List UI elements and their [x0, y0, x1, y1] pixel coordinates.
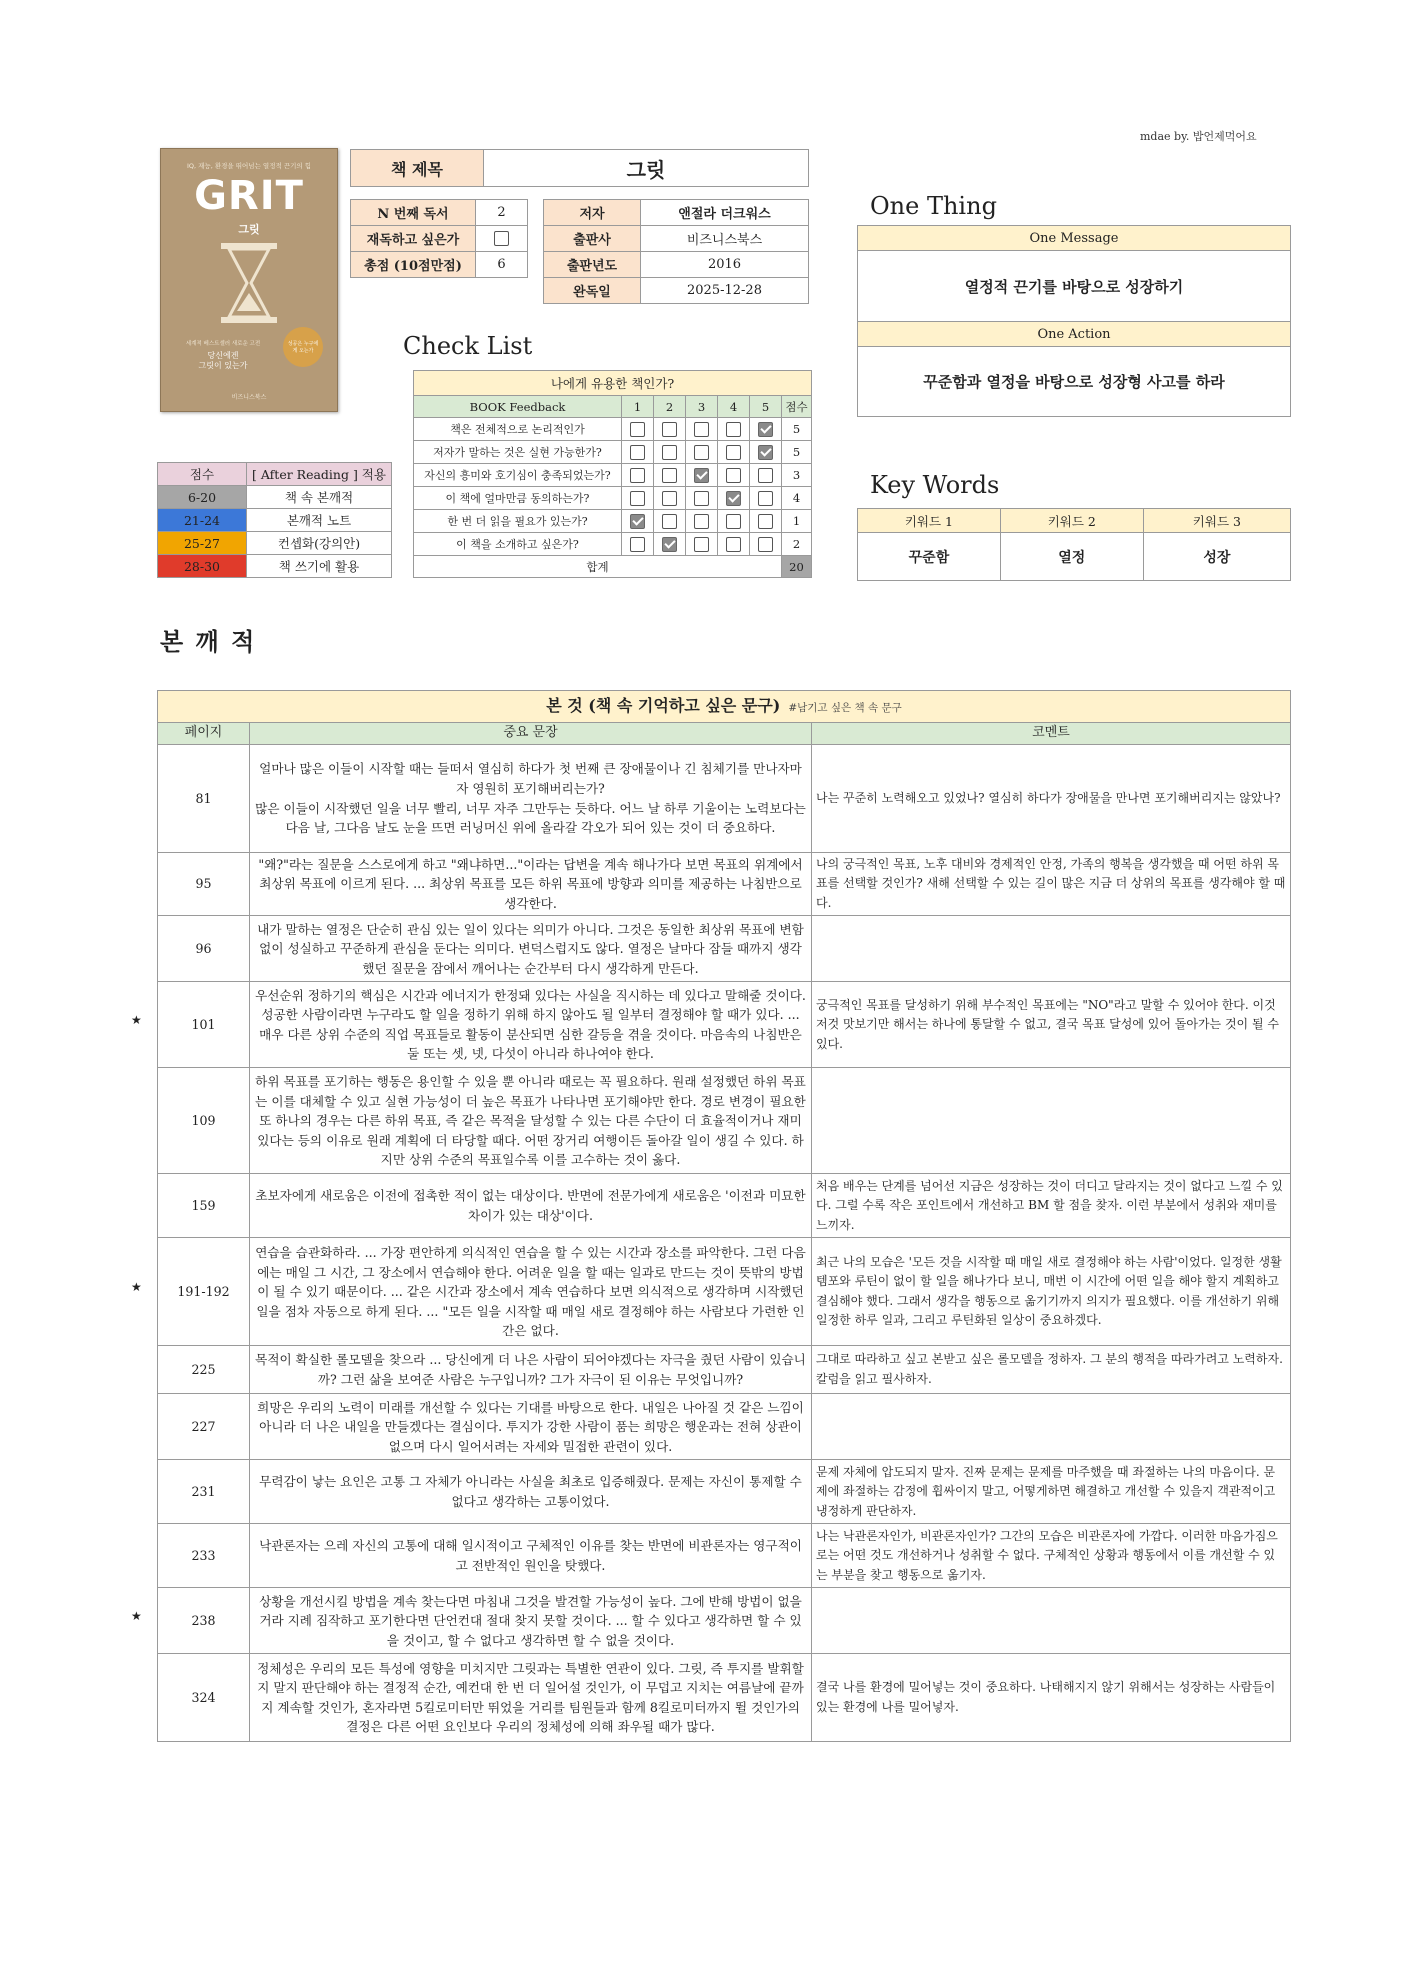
score-checkbox-5[interactable]	[758, 468, 773, 483]
score-checkbox-2[interactable]	[662, 445, 677, 460]
score-checkbox-4[interactable]	[726, 422, 741, 437]
checklist-cell	[718, 418, 750, 441]
score-checkbox-4[interactable]	[726, 468, 741, 483]
row-sentence: 얼마나 많은 이들이 시작할 때는 들떠서 열심히 하다가 첫 번째 큰 장애물이나 긴 침체기를 만나자마자 영원히 포기해버리는가? 많은 이들이 시작했던 일을 너무 빨리, 너무 자주 그만두는 듯하다. 어느 날 하루 기울이는 노력보다는 다음 날, 그다음 날도 눈을 뜨면 러닝머신 위에 올라갈 각오가 되어 있는 것이 더 중요하다.	[250, 745, 812, 853]
score-checkbox-4[interactable]	[726, 514, 741, 529]
row-comment: 결국 나를 환경에 밀어넣는 것이 중요하다. 나태해지지 않기 위해서는 성장하는 사람들이 있는 환경에 나를 밀어넣자.	[812, 1654, 1291, 1742]
row-sentence: 우선순위 정하기의 핵심은 시간과 에너지가 한정돼 있다는 사실을 직시하는 데 있다고 말해줄 것이다. 성공한 사람이라면 누구라도 할 일을 정하기 위해 하지 않아도 될 일부터 결정해야 할 때가 있다. ... 매우 다른 상위 수준의 직업 목표들로 활동이 분산되면 심한 갈등을 겪을 것이다. 마음속의 나침반은 둘 또는 셋, 넷, 다섯이 아니라 하나여야 한다.	[250, 982, 812, 1068]
table-row	[158, 1588, 1291, 1654]
row-page: 227	[158, 1394, 250, 1460]
author-value: 앤절라 더크워스	[641, 200, 809, 226]
row-sentence: 목적이 확실한 롤모델을 찾으라 ... 당신에게 더 나은 사람이 되어야겠다는 자극을 줬던 사람이 있습니까? 그런 삶을 보여준 사람은 누구입니까? 그가 자극이 된 이유는 무엇입니까?	[250, 1346, 812, 1394]
legend-label-4: 책 쓰기에 활용	[247, 555, 392, 578]
table-row	[158, 916, 1291, 982]
scale-header-3: 3	[686, 396, 718, 418]
table-row	[158, 1068, 1291, 1174]
row-page: 159	[158, 1174, 250, 1238]
cover-badge	[283, 327, 323, 367]
row-page: 95	[158, 853, 250, 916]
cover-tagline: IQ, 재능, 환경을 뛰어넘는 열정적 끈기의 힘	[186, 162, 312, 170]
table-row	[158, 745, 1291, 853]
score-checkbox-2[interactable]	[662, 537, 677, 552]
row-sentence: 연습을 습관화하라. ... 가장 편안하게 의식적인 연습을 할 수 있는 시간과 장소를 파악한다. 그런 다음에는 매일 그 시간, 그 장소에서 연습해야 한다. 어려운 일을 할 때는 일과로 만드는 것이 뜻밖의 방법이 될 수 있기 때문이다. ... 같은 시간과 장소에서 계속 연습하다 보면 의식적으로 생각하며 시작했던 일을 점차 자동으로 하게 된다. ... "모든 일을 시작할 때 매일 새로 결정해야 하는 사람보다 가련한 인간은 없다.	[250, 1238, 812, 1346]
row-page: 238	[158, 1588, 250, 1654]
checklist-row	[414, 533, 812, 556]
star-icon: ★	[131, 1280, 142, 1294]
legend-range-2: 21-24	[158, 509, 247, 532]
reread-label: 재독하고 싶은가	[351, 226, 476, 252]
checklist-row-score: 3	[782, 464, 812, 487]
notes-title: 본 것 (책 속 기억하고 싶은 문구)	[546, 696, 781, 716]
checklist-score-header: 점수	[782, 396, 812, 418]
legend-header-score: 점수	[158, 463, 247, 486]
legend-range-1: 6-20	[158, 486, 247, 509]
credit-text: mdae by. 밥언제먹어요	[1140, 130, 1257, 143]
checklist-cell	[750, 441, 782, 464]
table-row	[158, 1346, 1291, 1394]
checklist-question: 저자가 말하는 것은 실현 가능한가?	[414, 441, 622, 464]
scale-header-4: 4	[718, 396, 750, 418]
legend-range-3: 25-27	[158, 532, 247, 555]
row-page: 324	[158, 1654, 250, 1742]
section-title: 본 깨 적	[160, 627, 257, 656]
checklist-cell	[622, 510, 654, 533]
score-checkbox-1[interactable]	[630, 514, 645, 529]
score-checkbox-1[interactable]	[630, 422, 645, 437]
col-comment-header: 코멘트	[812, 723, 1291, 745]
book-info-right	[543, 199, 809, 304]
row-page: 101	[158, 982, 250, 1068]
checklist-row-score: 2	[782, 533, 812, 556]
reread-cell	[476, 226, 528, 252]
score-checkbox-1[interactable]	[630, 491, 645, 506]
score-checkbox-3[interactable]	[694, 537, 709, 552]
score-checkbox-3[interactable]	[694, 468, 709, 483]
score-checkbox-1[interactable]	[630, 537, 645, 552]
table-row	[158, 1654, 1291, 1742]
nth-read-label: N 번째 독서	[351, 200, 476, 226]
score-checkbox-5[interactable]	[758, 514, 773, 529]
one-message-label: One Message	[858, 226, 1291, 251]
checklist-feedback-header: BOOK Feedback	[414, 396, 622, 418]
score-checkbox-2[interactable]	[662, 422, 677, 437]
check-list-heading: Check List	[403, 332, 533, 360]
legend-label-1: 책 속 본깨적	[247, 486, 392, 509]
score-checkbox-3[interactable]	[694, 491, 709, 506]
row-page: 191-192	[158, 1238, 250, 1346]
book-title-table	[350, 149, 809, 187]
book-cover-image	[160, 148, 338, 412]
row-comment	[812, 1068, 1291, 1174]
checklist-question: 이 책에 얼마만큼 동의하는가?	[414, 487, 622, 510]
row-sentence: 내가 말하는 열정은 단순히 관심 있는 일이 있다는 의미가 아니다. 그것은 동일한 최상위 목표에 변함없이 성실하고 꾸준하게 관심을 둔다는 의미다. 변덕스럽지도 않다. 열정은 날마다 잠들 때까지 생각했던 질문을 잠에서 깨어나는 순간부터 다시 생각하게 만든다.	[250, 916, 812, 982]
score-checkbox-1[interactable]	[630, 468, 645, 483]
checklist-total-label: 합계	[414, 556, 782, 578]
scale-header-5: 5	[750, 396, 782, 418]
checklist-cell	[622, 418, 654, 441]
score-checkbox-5[interactable]	[758, 491, 773, 506]
checklist-cell	[622, 464, 654, 487]
cover-title-en: GRIT	[194, 173, 304, 219]
row-page: 96	[158, 916, 250, 982]
year-value: 2016	[641, 252, 809, 278]
checklist-question: 한 번 더 읽을 필요가 있는가?	[414, 510, 622, 533]
checklist-row-score: 1	[782, 510, 812, 533]
row-sentence: 초보자에게 새로움은 이전에 접촉한 적이 없는 대상이다. 반면에 전문가에게 새로움은 '이전과 미묘한 차이가 있는 대상'이다.	[250, 1174, 812, 1238]
score-checkbox-5[interactable]	[758, 422, 773, 437]
checklist-total-value: 20	[782, 556, 812, 578]
col-page-header: 페이지	[158, 723, 250, 745]
col-sentence-header: 중요 문장	[250, 723, 812, 745]
one-action-value: 꾸준함과 열정을 바탕으로 성장형 사고를 하라	[858, 347, 1291, 417]
score-checkbox-4[interactable]	[726, 537, 741, 552]
table-row	[158, 1238, 1291, 1346]
row-comment: 궁극적인 목표를 달성하기 위해 부수적인 목표에는 "NO"라고 말할 수 있어야 한다. 이것저것 맛보기만 해서는 하나에 통달할 수 없고, 결국 목표 달성에 있어 돌아가는 것이 될 수 있다.	[812, 982, 1291, 1068]
checklist-question: 이 책을 소개하고 싶은가?	[414, 533, 622, 556]
publisher-label: 출판사	[544, 226, 641, 252]
cover-quote: 당신에겐 그릿이 있는가	[198, 351, 248, 371]
row-comment	[812, 1394, 1291, 1460]
checklist-row	[414, 441, 812, 464]
total-score-label: 총점 (10점만점)	[351, 252, 476, 278]
score-checkbox-3[interactable]	[694, 514, 709, 529]
checklist-cell	[686, 441, 718, 464]
checklist-cell	[686, 487, 718, 510]
checklist-question: 자신의 흥미와 호기심이 충족되었는가?	[414, 464, 622, 487]
cover-title-ko: 그릿	[238, 223, 260, 236]
keyword-label-1: 키워드 1	[858, 509, 1001, 533]
checklist-cell	[654, 418, 686, 441]
checklist-row-score: 5	[782, 441, 812, 464]
score-checkbox-4[interactable]	[726, 445, 741, 460]
row-comment	[812, 916, 1291, 982]
checklist-cell	[654, 487, 686, 510]
row-page: 81	[158, 745, 250, 853]
checklist-cell	[654, 441, 686, 464]
book-info-left	[350, 199, 528, 278]
score-checkbox-3[interactable]	[694, 445, 709, 460]
keyword-label-3: 키워드 3	[1143, 509, 1290, 533]
done-value: 2025-12-28	[641, 278, 809, 304]
checklist-cell	[654, 533, 686, 556]
star-icon: ★	[131, 1609, 142, 1623]
year-label: 출판년도	[544, 252, 641, 278]
checklist-cell	[718, 464, 750, 487]
row-sentence: 희망은 우리의 노력이 미래를 개선할 수 있다는 기대를 바탕으로 한다. 내일은 나아질 것 같은 느낌이 아니라 더 나은 내일을 만들겠다는 결심이다. 투지가 강한 사람이 품는 희망은 행운과는 전혀 상관이 없으며 다시 일어서려는 자세와 밀접한 관련이 있다.	[250, 1394, 812, 1460]
row-sentence: 정체성은 우리의 모든 특성에 영향을 미치지만 그릿과는 특별한 연관이 있다. 그릿, 즉 투지를 발휘할지 말지 판단해야 하는 결정적 순간, 예컨대 한 번 더 일어설 것인가, 이 무덥고 지치는 여름날에 끝까지 계속할 것인가, 혼자라면 5킬로미터만 뛰었을 거리를 팀원들과 함께 8킬로미터까지 뛸 것인가의 결정은 다른 어떤 요인보다 우리의 정체성에 의해 좌우될 때가 많다.	[250, 1654, 812, 1742]
row-sentence: 하위 목표를 포기하는 행동은 용인할 수 있을 뿐 아니라 때로는 꼭 필요하다. 원래 설정했던 하위 목표는 이를 대체할 수 있고 실현 가능성이 더 높은 목표가 나타나면 포기해야만 한다. 경로 변경이 필요한 또 하나의 경우는 다른 하위 목표, 즉 같은 목적을 달성할 수 있는 다른 수단이 더 효율적이거나 재미있다는 등의 이유로 원래 계획에 더 타당할 때다. 어떤 장거리 여행이든 돌아갈 일이 생길 수 있다. 하지만 상위 수준의 목표일수록 이를 고수하는 것이 옳다.	[250, 1068, 812, 1174]
notes-table	[157, 690, 1291, 1742]
scale-header-1: 1	[622, 396, 654, 418]
table-row	[158, 1394, 1291, 1460]
one-thing-table	[857, 225, 1291, 417]
legend-label-3: 컨셉화(강의안)	[247, 532, 392, 555]
row-page: 231	[158, 1460, 250, 1524]
checklist-cell	[750, 510, 782, 533]
score-checkbox-5[interactable]	[758, 537, 773, 552]
checklist-cell	[622, 441, 654, 464]
checklist-question: 책은 전체적으로 논리적인가	[414, 418, 622, 441]
row-comment: 나는 꾸준히 노력해오고 있었나? 열심히 하다가 장애물을 만나면 포기해버리지는 않았나?	[812, 745, 1291, 853]
checklist-table	[413, 370, 812, 578]
checklist-cell	[718, 441, 750, 464]
row-comment: 최근 나의 모습은 '모든 것을 시작할 때 매일 새로 결정해야 하는 사람'이었다. 일정한 생활 템포와 루틴이 없이 할 일을 해나가다 보니, 매번 이 시간에 어떤 일을 해야 할지 계획하고 결심해야 했다. 그래서 생각을 행동으로 옮기기까지 의지가 필요했다. 이를 개선하기 위해 일정한 하루 일과, 그리고 루틴화된 일상이 중요하겠다.	[812, 1238, 1291, 1346]
checklist-cell	[686, 464, 718, 487]
cover-badge-text: 성공은 누구에게 오는가	[287, 341, 319, 354]
author-label: 저자	[544, 200, 641, 226]
score-checkbox-3[interactable]	[694, 422, 709, 437]
table-row	[158, 982, 1291, 1068]
legend-range-4: 28-30	[158, 555, 247, 578]
checklist-row	[414, 418, 812, 441]
notes-title-cell	[158, 691, 1291, 723]
checklist-cell	[750, 487, 782, 510]
table-row	[158, 1460, 1291, 1524]
book-title-label: 책 제목	[351, 150, 484, 187]
one-message-value: 열정적 끈기를 바탕으로 성장하기	[858, 251, 1291, 322]
checklist-cell	[622, 533, 654, 556]
score-checkbox-4[interactable]	[726, 491, 741, 506]
checklist-cell	[718, 510, 750, 533]
row-sentence: "왜?"라는 질문을 스스로에게 하고 "왜냐하면..."이라는 답변을 계속 해나가다 보면 목표의 위계에서 최상위 목표에 이르게 된다. ... 최상위 목표를 모든 하위 목표에 방향과 의미를 제공하는 나침반으로 생각한다.	[250, 853, 812, 916]
legend-header-apply: [ After Reading ] 적용	[247, 463, 392, 486]
checklist-row	[414, 510, 812, 533]
key-words-heading: Key Words	[870, 471, 1000, 499]
checklist-cell	[750, 533, 782, 556]
keyword-value-2: 열정	[1000, 533, 1143, 581]
nth-read-value: 2	[476, 200, 528, 226]
checklist-row-score: 5	[782, 418, 812, 441]
legend-label-2: 본깨적 노트	[247, 509, 392, 532]
keyword-value-1: 꾸준함	[858, 533, 1001, 581]
checklist-cell	[718, 533, 750, 556]
score-checkbox-2[interactable]	[662, 491, 677, 506]
cover-author-line: 세계적 베스트셀러 새로운 고전	[185, 341, 261, 347]
checklist-cell	[686, 533, 718, 556]
scale-header-2: 2	[654, 396, 686, 418]
one-action-label: One Action	[858, 322, 1291, 347]
one-thing-heading: One Thing	[870, 192, 997, 220]
row-comment	[812, 1588, 1291, 1654]
checklist-cell	[750, 464, 782, 487]
score-checkbox-2[interactable]	[662, 514, 677, 529]
book-title-value: 그릿	[484, 150, 809, 187]
row-sentence: 무력감이 낳는 요인은 고통 그 자체가 아니라는 사실을 최초로 입증해줬다. 문제는 자신이 통제할 수 없다고 생각하는 고통이었다.	[250, 1460, 812, 1524]
publisher-value: 비즈니스북스	[641, 226, 809, 252]
row-comment: 나의 궁극적인 목표, 노후 대비와 경제적인 안정, 가족의 행복을 생각했을 때 어떤 하위 목표를 선택할 것인가? 새해 선택할 수 있는 길이 많은 지금 더 상위의 목표를 생각해야 할 때다.	[812, 853, 1291, 916]
row-sentence: 상황을 개선시킬 방법을 계속 찾는다면 마침내 그것을 발견할 가능성이 높다. 그에 반해 방법이 없을 거라 지례 짐작하고 포기한다면 단언컨대 절대 찾지 못할 것이다. ... 할 수 있다고 생각하면 할 수 있을 것이고, 할 수 없다고 생각하면 할 수 없을 것이다.	[250, 1588, 812, 1654]
checklist-row	[414, 464, 812, 487]
checklist-cell	[654, 510, 686, 533]
total-score-value: 6	[476, 252, 528, 278]
row-comment: 그대로 따라하고 싶고 본받고 싶은 롤모델을 정하자. 그 분의 행적을 따라가려고 노력하자. 칼럼을 읽고 필사하자.	[812, 1346, 1291, 1394]
table-row	[158, 853, 1291, 916]
checklist-cell	[686, 510, 718, 533]
row-comment: 나는 낙관론자인가, 비관론자인가? 그간의 모습은 비관론자에 가깝다. 이러한 마음가짐으로는 어떤 것도 개선하거나 성취할 수 없다. 구체적인 상황과 행동에서 이를 개선할 수 있는 부분을 찾고 행동으로 옮기자.	[812, 1524, 1291, 1588]
checklist-row	[414, 487, 812, 510]
row-page: 109	[158, 1068, 250, 1174]
reread-checkbox[interactable]	[494, 231, 509, 246]
checklist-cell	[654, 464, 686, 487]
checklist-cell	[718, 487, 750, 510]
keywords-table	[857, 508, 1291, 581]
table-row	[158, 1174, 1291, 1238]
score-checkbox-1[interactable]	[630, 445, 645, 460]
checklist-cell	[686, 418, 718, 441]
score-checkbox-2[interactable]	[662, 468, 677, 483]
notes-subtitle: #남기고 싶은 책 속 문구	[788, 702, 902, 715]
table-row	[158, 1524, 1291, 1588]
score-checkbox-5[interactable]	[758, 445, 773, 460]
row-sentence: 낙관론자는 으레 자신의 고통에 대해 일시적이고 구체적인 이유를 찾는 반면에 비관론자는 영구적이고 전반적인 원인을 탓했다.	[250, 1524, 812, 1588]
keyword-label-2: 키워드 2	[1000, 509, 1143, 533]
checklist-row-score: 4	[782, 487, 812, 510]
score-legend-table	[157, 462, 392, 578]
row-page: 233	[158, 1524, 250, 1588]
star-icon: ★	[131, 1013, 142, 1027]
checklist-cell	[750, 418, 782, 441]
checklist-title: 나에게 유용한 책인가?	[414, 371, 812, 396]
cover-publisher: 비즈니스북스	[231, 394, 267, 401]
row-comment: 문제 자체에 압도되지 말자. 진짜 문제는 문제를 마주했을 때 좌절하는 나의 마음이다. 문제에 좌절하는 감정에 휩싸이지 말고, 어떻게하면 해결하고 개선할 수 있을지 객관적이고 냉정하게 판단하자.	[812, 1460, 1291, 1524]
done-label: 완독일	[544, 278, 641, 304]
hourglass-icon	[219, 241, 279, 325]
checklist-cell	[622, 487, 654, 510]
row-page: 225	[158, 1346, 250, 1394]
row-comment: 처음 배우는 단계를 넘어선 지금은 성장하는 것이 더디고 달라지는 것이 없다고 느낄 수 있다. 그럴 수록 작은 포인트에서 개선하고 BM 할 점을 찾자. 이런 부분에서 성취와 재미를 느끼자.	[812, 1174, 1291, 1238]
keyword-value-3: 성장	[1143, 533, 1290, 581]
